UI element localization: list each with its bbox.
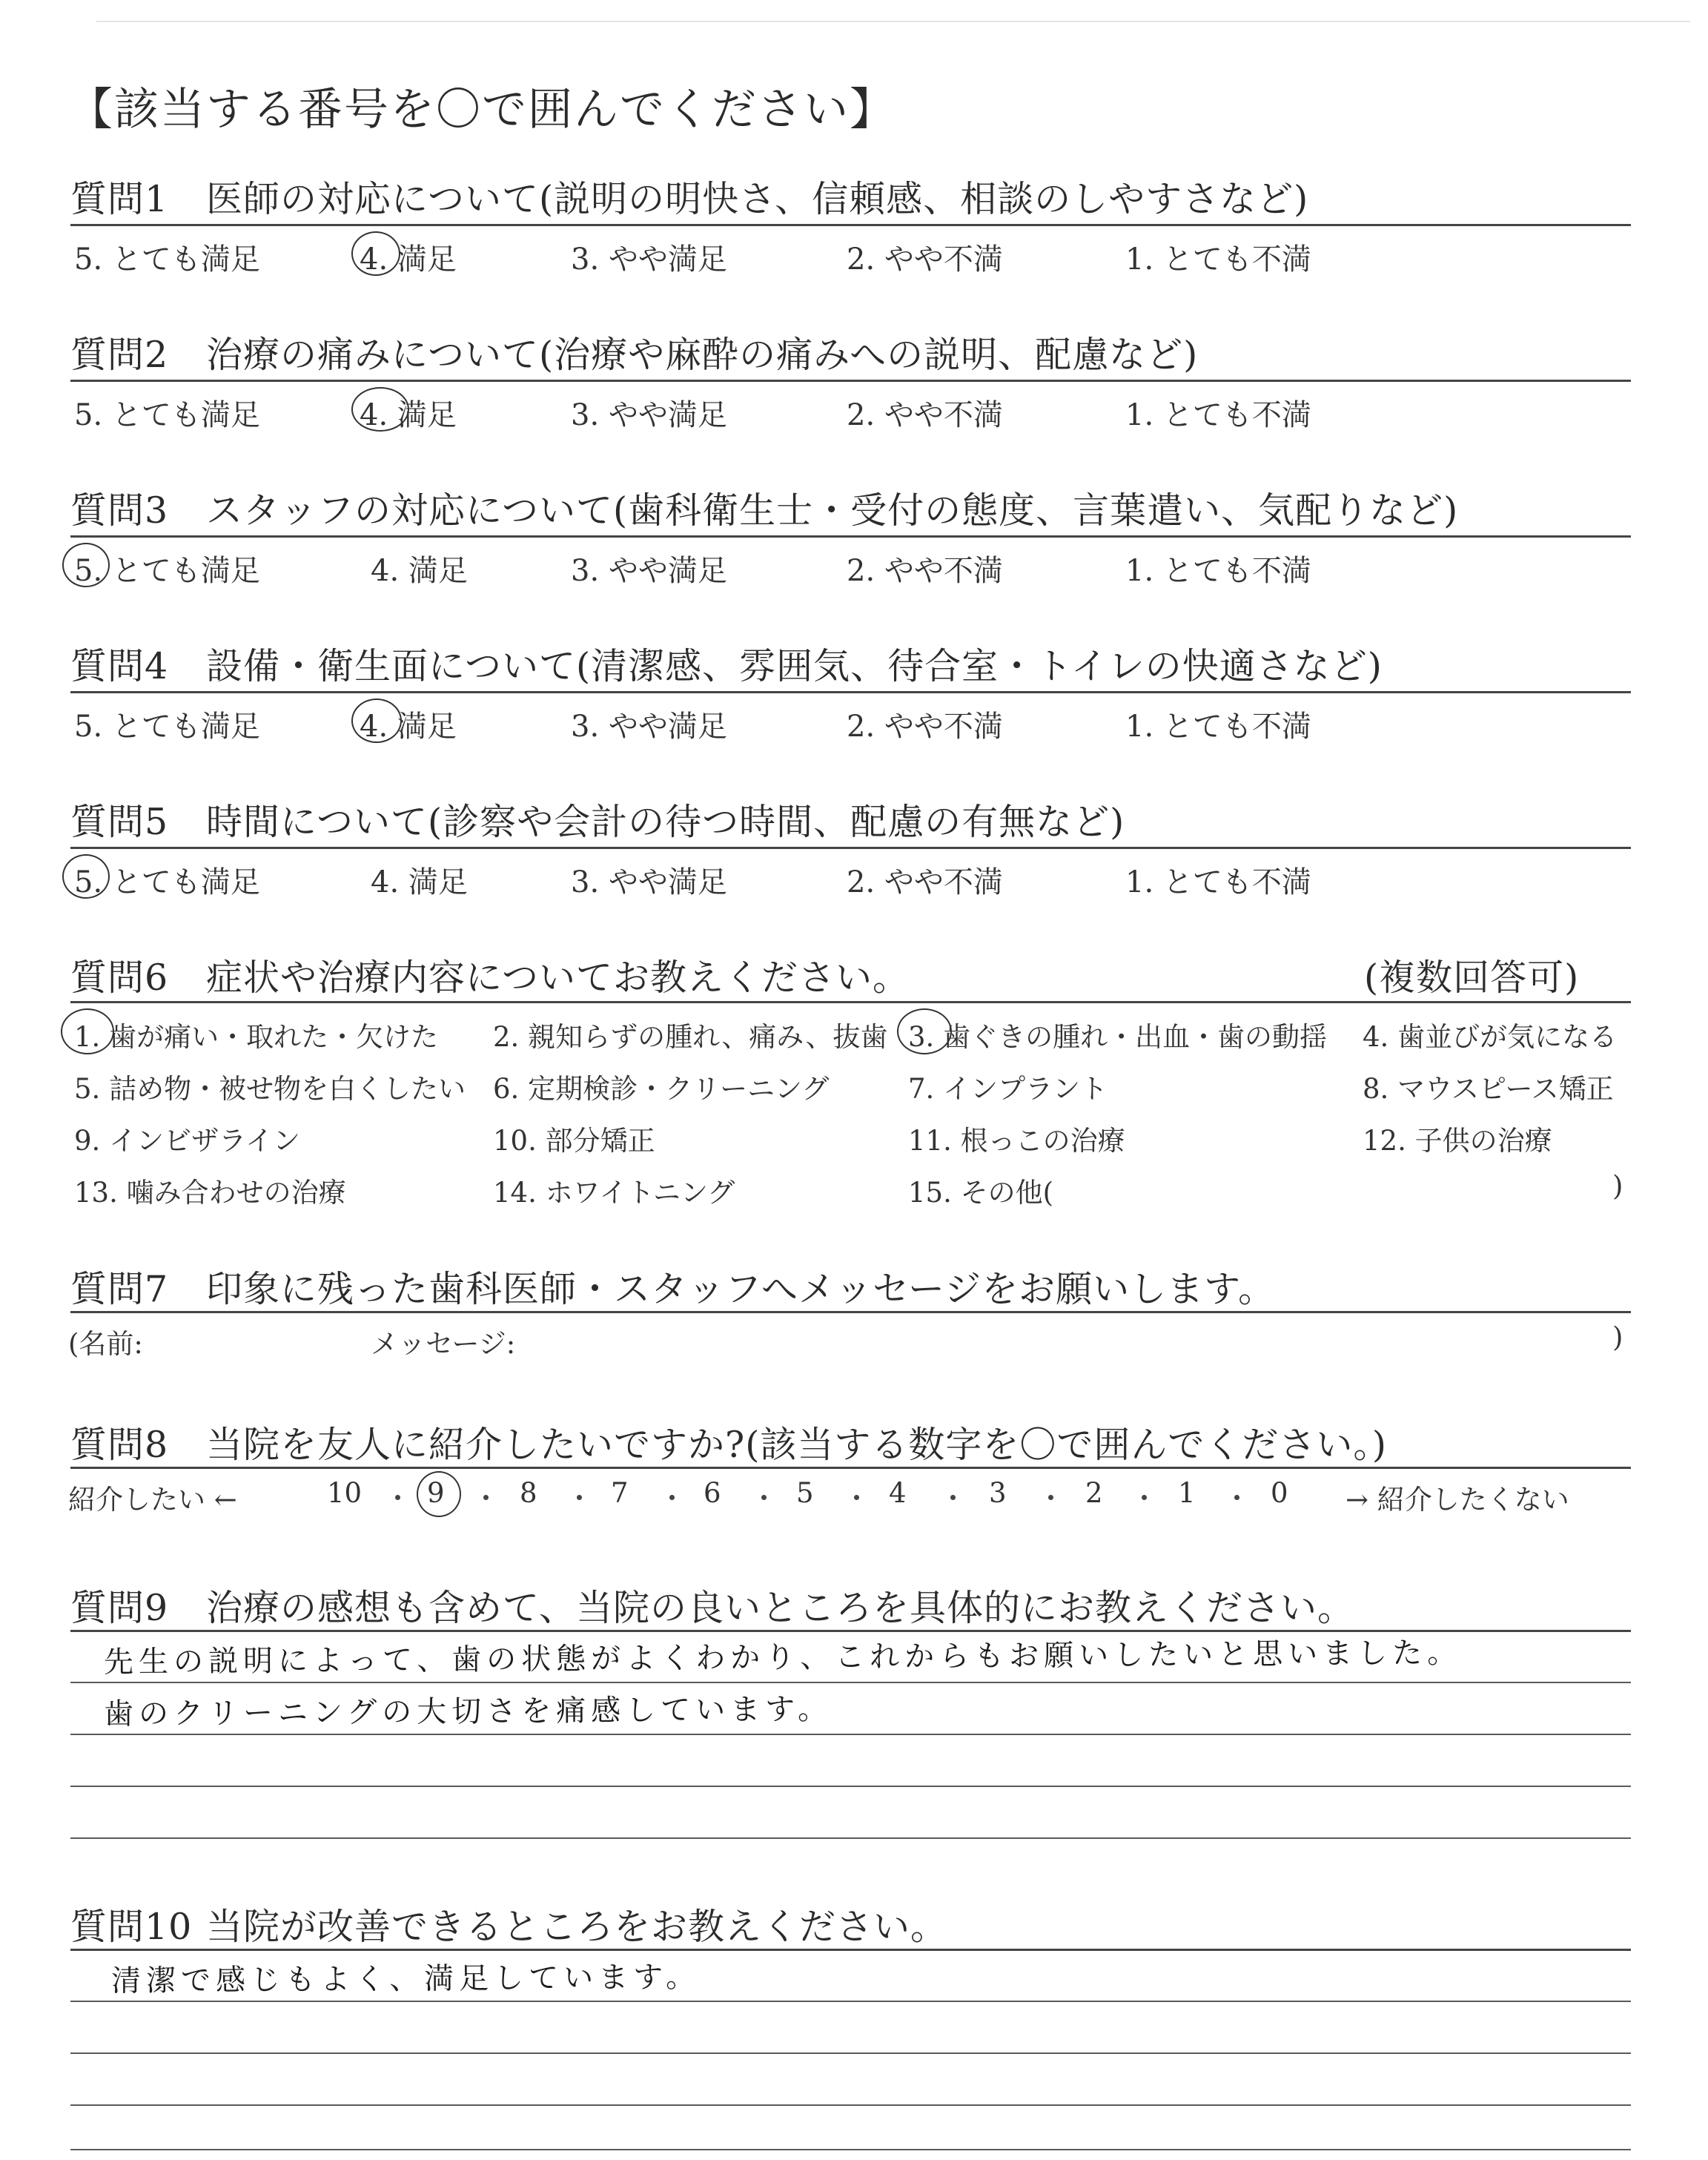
q7-text: 印象に残った歯科医師・スタッフへメッセージをお願いします。	[206, 1268, 1276, 1310]
q6-item-1[interactable]: 1. 歯が痛い・取れた・欠けた	[74, 1021, 439, 1053]
q9-answer-line-1	[70, 1682, 1631, 1683]
q5-answer-circle	[62, 854, 110, 899]
q4-text: 設備・衛生面について(清潔感、雰囲気、待合室・トイレの快適さなど)	[206, 645, 1383, 687]
q8-separator-dot	[1142, 1495, 1147, 1500]
q6-item-12[interactable]: 12. 子供の治療	[1363, 1125, 1552, 1157]
q2-option-2[interactable]: 2. やや不満	[847, 398, 1003, 432]
q8-scale-value-10[interactable]: 0	[1271, 1477, 1288, 1509]
q2-option-3[interactable]: 3. やや満足	[571, 398, 727, 432]
q9-answer-line-2	[70, 1734, 1631, 1735]
q5-option-5[interactable]: 5. とても満足	[74, 865, 260, 899]
q8-scale-value-9[interactable]: 1	[1178, 1477, 1196, 1509]
q7-rule	[70, 1311, 1631, 1313]
q5-option-2[interactable]: 2. やや不満	[847, 865, 1003, 899]
q6-item-2[interactable]: 2. 親知らずの腫れ、痛み、抜歯	[493, 1021, 888, 1053]
q9-handwritten-answer-2: 歯のクリーニングの大切さを痛感しています。	[103, 1692, 833, 1731]
q6-item-10[interactable]: 10. 部分矯正	[493, 1125, 655, 1157]
q10-label: 質問10	[70, 1906, 193, 1948]
q4-label: 質問4	[70, 645, 169, 687]
q8-label: 質問8	[70, 1424, 169, 1466]
q2-option-4[interactable]: 4. 満足	[360, 398, 457, 432]
q6-text: 症状や治療内容についてお教えください。	[206, 957, 910, 999]
q6-item-15[interactable]: 15. その他(	[908, 1177, 1054, 1209]
q4-option-1[interactable]: 1. とても不満	[1125, 710, 1311, 744]
q8-scale-value-1[interactable]: 9	[427, 1477, 445, 1509]
q10-answer-line-1	[70, 2001, 1631, 2002]
q8-scale-value-5[interactable]: 5	[796, 1477, 814, 1509]
q5-rule	[70, 847, 1631, 849]
q9-handwritten-answer-1: 先生の説明によって、歯の状態がよくわかり、これからもお願いしたいと思いました。	[103, 1636, 1463, 1680]
q4-option-3[interactable]: 3. やや満足	[571, 710, 727, 744]
q5-option-3[interactable]: 3. やや満足	[571, 865, 727, 899]
q1-text: 医師の対応について(説明の明快さ、信頼感、相談のしやすさなど)	[206, 178, 1309, 220]
q2-option-1[interactable]: 1. とても不満	[1125, 398, 1311, 432]
q6-item-7[interactable]: 7. インプラント	[908, 1073, 1108, 1105]
q2-answer-circle	[351, 387, 409, 432]
q3-option-5[interactable]: 5. とても満足	[74, 554, 260, 588]
q5-label: 質問5	[70, 801, 169, 843]
q10-text: 当院が改善できるところをお教えください。	[206, 1906, 948, 1948]
q8-scale-value-0[interactable]: 10	[327, 1477, 363, 1509]
q7-label: 質問7	[70, 1268, 169, 1310]
q8-separator-dot	[1048, 1495, 1053, 1500]
q6-item-11[interactable]: 11. 根っこの治療	[908, 1125, 1125, 1157]
q9-answer-line-3	[70, 1786, 1631, 1787]
q10-rule	[70, 1949, 1631, 1951]
q10-answer-line-2	[70, 2052, 1631, 2054]
q1-option-2[interactable]: 2. やや不満	[847, 242, 1003, 277]
q7-name-label: (名前:	[68, 1328, 143, 1360]
q8-separator-dot	[761, 1495, 767, 1500]
q6-item-13[interactable]: 13. 噛み合わせの治療	[74, 1177, 346, 1209]
q1-option-3[interactable]: 3. やや満足	[571, 242, 727, 277]
q8-right-label: → 紹介したくない	[1345, 1484, 1569, 1516]
q10-answer-line-4	[70, 2149, 1631, 2150]
q6-other-close-paren: )	[1612, 1170, 1623, 1202]
q8-scale-value-7[interactable]: 3	[989, 1477, 1007, 1509]
q8-separator-dot	[577, 1495, 582, 1500]
q4-option-2[interactable]: 2. やや不満	[847, 710, 1003, 744]
q3-label: 質問3	[70, 489, 169, 532]
q3-option-1[interactable]: 1. とても不満	[1125, 554, 1311, 588]
q10-handwritten-answer: 清潔で感じもよく、満足しています。	[110, 1960, 701, 1998]
q1-option-5[interactable]: 5. とても満足	[74, 242, 260, 277]
q7-close-paren: )	[1612, 1321, 1623, 1353]
q9-label: 質問9	[70, 1587, 169, 1629]
q4-option-4[interactable]: 4. 満足	[360, 710, 457, 744]
q8-separator-dot	[669, 1495, 675, 1500]
q4-option-5[interactable]: 5. とても満足	[74, 710, 260, 744]
q8-answer-circle	[417, 1471, 461, 1517]
q8-scale-value-4[interactable]: 6	[704, 1477, 721, 1509]
q1-option-4[interactable]: 4. 満足	[360, 242, 457, 277]
q3-option-3[interactable]: 3. やや満足	[571, 554, 727, 588]
q3-text: スタッフの対応について(歯科衛生士・受付の態度、言葉遣い、気配りなど)	[206, 489, 1459, 532]
q8-separator-dot	[483, 1495, 489, 1500]
q7-message-label: メッセージ:	[371, 1328, 516, 1360]
q8-rule	[70, 1467, 1631, 1469]
q5-text: 時間について(診察や会計の待つ時間、配慮の有無など)	[206, 801, 1125, 843]
q9-text: 治療の感想も含めて、当院の良いところを具体的にお教えください。	[206, 1587, 1355, 1629]
q8-scale-value-3[interactable]: 7	[611, 1477, 629, 1509]
q6-label: 質問6	[70, 957, 169, 999]
q6-answer-circle-1	[61, 1008, 114, 1054]
q6-answer-circle-3	[897, 1008, 952, 1054]
q6-item-3[interactable]: 3. 歯ぐきの腫れ・出血・歯の動揺	[908, 1021, 1328, 1053]
q3-option-4[interactable]: 4. 満足	[371, 554, 468, 588]
q1-rule	[70, 224, 1631, 226]
q8-text: 当院を友人に紹介したいですか?(該当する数字を〇で囲んでください。)	[206, 1424, 1388, 1466]
q8-separator-dot	[1234, 1495, 1239, 1500]
q8-separator-dot	[854, 1495, 859, 1500]
q6-item-9[interactable]: 9. インビザライン	[74, 1125, 300, 1157]
q4-answer-circle	[351, 698, 402, 743]
q2-label: 質問2	[70, 334, 169, 376]
q6-rule	[70, 1001, 1631, 1003]
q6-item-6[interactable]: 6. 定期検診・クリーニング	[493, 1073, 830, 1105]
q5-option-1[interactable]: 1. とても不満	[1125, 865, 1311, 899]
q4-rule	[70, 691, 1631, 693]
q8-separator-dot	[950, 1495, 956, 1500]
q8-scale-value-6[interactable]: 4	[889, 1477, 907, 1509]
q6-multiple-note: (複数回答可)	[1364, 957, 1580, 999]
q8-scale-value-2[interactable]: 8	[520, 1477, 537, 1509]
q1-option-1[interactable]: 1. とても不満	[1125, 242, 1311, 277]
q6-item-4[interactable]: 4. 歯並びが気になる	[1363, 1021, 1618, 1053]
q3-rule	[70, 535, 1631, 538]
q3-option-2[interactable]: 2. やや不満	[847, 554, 1003, 588]
q9-answer-line-4	[70, 1837, 1631, 1839]
page-title: 【該当する番号を〇で囲んでください】	[68, 84, 896, 136]
top-edge	[96, 21, 1690, 22]
q2-option-5[interactable]: 5. とても満足	[74, 398, 260, 432]
q2-rule	[70, 380, 1631, 382]
q2-text: 治療の痛みについて(治療や麻酔の痛みへの説明、配慮など)	[206, 334, 1199, 376]
q3-answer-circle	[62, 543, 110, 587]
q5-option-4[interactable]: 4. 満足	[371, 865, 468, 899]
q6-item-14[interactable]: 14. ホワイトニング	[493, 1177, 735, 1209]
q8-scale-value-8[interactable]: 2	[1085, 1477, 1103, 1509]
q1-answer-circle	[351, 231, 400, 276]
q6-item-5[interactable]: 5. 詰め物・被せ物を白くしたい	[74, 1073, 466, 1105]
q8-separator-dot	[395, 1495, 400, 1500]
q6-item-8[interactable]: 8. マウスピース矯正	[1363, 1073, 1614, 1105]
q8-left-label: 紹介したい ←	[68, 1484, 237, 1516]
q1-label: 質問1	[70, 178, 169, 220]
q10-answer-line-3	[70, 2104, 1631, 2106]
